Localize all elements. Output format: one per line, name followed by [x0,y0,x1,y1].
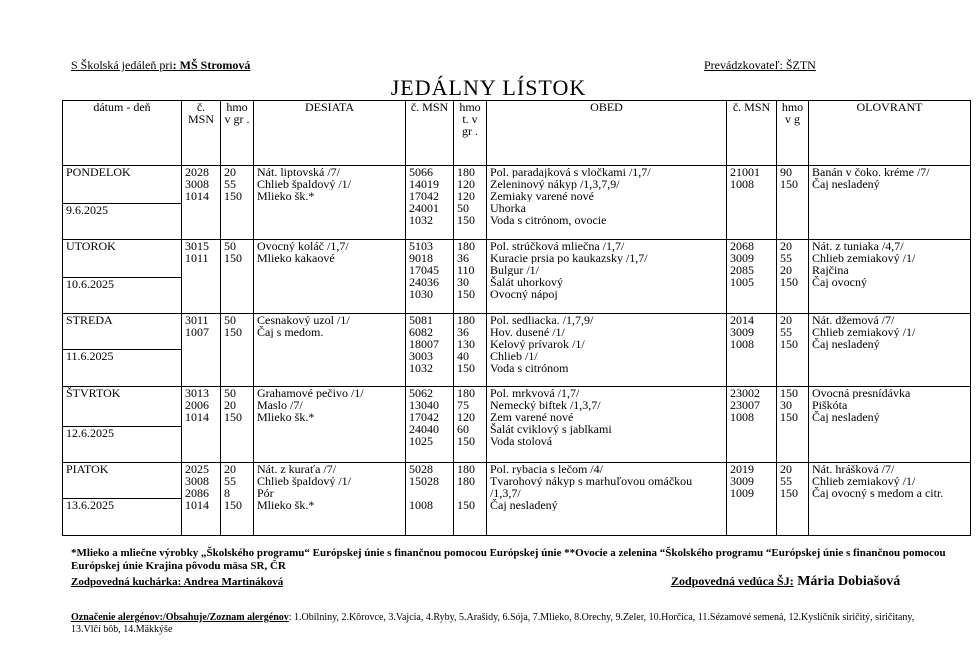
lunch-items [487,166,727,240]
afternoon-msn [727,463,777,536]
manager-name: Mária Dobiašová [793,574,901,589]
afternoon-msn-line: 1009 [730,487,754,499]
afternoon-weight [777,240,809,314]
lunch-msn-line: 6082 [409,326,433,338]
snack-items-line: Maslo /7/ [257,399,303,411]
snack-weight [221,240,254,314]
snack-weight-line: 20 [224,166,236,178]
col-date: dátum - deň [63,101,182,166]
afternoon-msn-line: 1008 [730,411,754,423]
afternoon-items-line: Rajčina [812,264,849,276]
allergen-text: : 1.Obilniny, 2.Kôrovce, 3.Vajcia, 4.Ryby, 5.Arašidy, 6.Sója, 7.Mlieko, 8.Orechy, 9.Zeler, 10.Horčica, 11.Sézamové semená, 12.Kysličník siričitý, siričitany, 13.Vlčí bôb, 14.Mäkkýše [71,612,915,635]
snack-weight-line: 150 [224,499,242,511]
lunch-items-line: Chlieb /1/ [490,350,538,362]
afternoon-items-line: Nát. z tuniaka /4,7/ [812,240,904,252]
snack-weight-line: 20 [224,463,236,475]
lunch-msn-line: 5081 [409,314,433,326]
lunch-weight-line: 150 [457,288,475,300]
afternoon-msn [727,387,777,463]
snack-msn-line: 3015 [185,240,209,252]
lunch-weight-line [457,487,483,499]
school-header [71,58,250,73]
snack-weight [221,314,254,387]
lunch-items-line: Ovocný nápoj [490,288,558,300]
afternoon-items [809,463,971,536]
lunch-msn-line: 1030 [409,288,433,300]
afternoon-weight-line: 90 [780,166,792,178]
lunch-items [487,387,727,463]
afternoon-weight-line: 150 [780,338,798,350]
lunch-weight-line: 180 [457,463,475,475]
snack-msn-line: 1011 [185,252,209,264]
program-note: *Mlieko a mliečne výrobky „Školského programu“ Európskej únie s finančnou pomocou Európskej únie **Ovocie a zelenina “Školského programu “Európskej únie s finančnou pomocou Európskej únie Krajina pôvodu mäsa SR, ČR [71,547,946,572]
snack-items-line: Nát. z kuraťa /7/ [257,463,337,475]
lunch-msn-line: 15028 [409,475,439,487]
snack-items-line: Čaj s medom. [257,326,324,338]
lunch-weight-line: 110 [457,264,475,276]
afternoon-items-line: Ovocná presnídávka [812,387,911,399]
afternoon-weight-line: 20 [780,240,792,252]
afternoon-weight [777,387,809,463]
lunch-msn [406,240,454,314]
afternoon-items-line: Chlieb zemiakový /1/ [812,252,916,264]
snack-items-line: Mlieko šk.* [257,499,315,511]
operator-label: Prevádzkovateľ: ŠZTN [704,58,816,72]
snack-msn-line: 1014 [185,190,209,202]
day-date: 13.6.2025 [63,499,182,536]
snack-weight-line: 8 [224,487,230,499]
lunch-items-line: Bulgur /1/ [490,264,540,276]
lunch-weight-line: 150 [457,435,475,447]
lunch-msn-line: 14019 [409,178,439,190]
snack-weight-line: 55 [224,475,236,487]
lunch-items-line: Zem varené nové [490,411,574,423]
afternoon-msn-line: 1008 [730,178,754,190]
snack-msn-line: 1007 [185,326,209,338]
lunch-items-line: Pol. mrkvová /1,7/ [490,387,580,399]
lunch-weight-line: 120 [457,190,475,202]
lunch-items-line: /1,3,7/ [490,487,521,499]
day-row [63,463,971,499]
afternoon-items-line: Čaj nesladený [812,411,880,423]
day-date: 12.6.2025 [63,427,182,463]
snack-items-line: Chlieb špaldový /1/ [257,475,351,487]
lunch-items-line: Voda s citrónom, ovocie [490,214,607,226]
lunch-msn-line: 17042 [409,190,439,202]
lunch-items-line: Kelový prívarok /1/ [490,338,585,350]
lunch-msn-line: 5066 [409,166,433,178]
snack-items-line: Nát. liptovská /7/ [257,166,340,178]
lunch-items-line: Uhorka [490,202,526,214]
afternoon-msn-line: 2068 [730,240,754,252]
snack-weight-line: 50 [224,240,236,252]
lunch-weight-line: 36 [457,326,469,338]
snack-items [254,387,406,463]
snack-weight-line: 50 [224,387,236,399]
afternoon-weight [777,314,809,387]
snack-msn [182,314,221,387]
lunch-msn-line: 1008 [409,499,433,511]
lunch-items-line: Zeleninový nákyp /1,3,7,9/ [490,178,620,190]
col-lunch: OBED [487,101,727,166]
snack-items-line: Grahamové pečivo /1/ [257,387,364,399]
afternoon-msn-line: 2085 [730,264,754,276]
afternoon-items-line: Chlieb zemiakový /1/ [812,475,916,487]
snack-msn-line: 3008 [185,475,209,487]
snack-weight [221,166,254,240]
lunch-msn-line: 13040 [409,399,439,411]
afternoon-items-line: Čaj ovocný [812,276,867,288]
lunch-weight-line: 120 [457,178,475,190]
afternoon-weight-line: 20 [780,314,792,326]
afternoon-weight-line: 150 [780,487,798,499]
lunch-msn-line: 24040 [409,423,439,435]
lunch-weight-line: 40 [457,350,469,362]
afternoon-items-line: Čaj nesladený [812,338,880,350]
afternoon-items [809,240,971,314]
lunch-weight [454,314,487,387]
afternoon-weight-line: 20 [780,463,792,475]
snack-weight-line: 150 [224,252,242,264]
afternoon-msn-line: 2014 [730,314,754,326]
lunch-msn-line: 1032 [409,362,433,374]
snack-msn-line: 3008 [185,178,209,190]
allergen-label: Označenie alergénov:/Obsahuje/Zoznam alergénov [71,612,289,623]
allergen-legend [71,612,931,636]
lunch-items-line: Pol. paradajková s vločkami /1,7/ [490,166,651,178]
lunch-items-line: Nemecký biftek /1,3,7/ [490,399,601,411]
afternoon-msn-line: 21001 [730,166,760,178]
lunch-msn-line: 5028 [409,463,433,475]
afternoon-items-line: Nát. džemová /7/ [812,314,895,326]
snack-items-line: Mlieko šk.* [257,190,315,202]
lunch-weight [454,166,487,240]
lunch-weight [454,387,487,463]
snack-items [254,240,406,314]
snack-weight [221,463,254,536]
day-name: UTOROK [63,240,182,278]
snack-weight-line: 55 [224,178,236,190]
lunch-items-line: Pol. rybacia s lečom /4/ [490,463,603,475]
snack-items-line: Cesnakový uzol /1/ [257,314,350,326]
page-title: JEDÁLNY LÍSTOK [390,75,587,100]
afternoon-items [809,387,971,463]
afternoon-items-line: Piškóta [812,399,848,411]
snack-weight-line: 150 [224,326,242,338]
lunch-msn [406,387,454,463]
afternoon-items-line: Banán v čoko. kréme /7/ [812,166,930,178]
snack-items-line: Chlieb špaldový /1/ [257,178,351,190]
afternoon-items-line: Chlieb zemiakový /1/ [812,326,916,338]
snack-items-line: Pór [257,487,274,499]
afternoon-msn-line: 3009 [730,475,754,487]
menu-table [62,100,971,536]
snack-msn [182,166,221,240]
lunch-msn-line: 3003 [409,350,433,362]
afternoon-items [809,166,971,240]
snack-items [254,166,406,240]
lunch-items-line: Kuracie prsia po kaukazsky /1,7/ [490,252,648,264]
manager-label: Zodpovedná vedúca ŠJ: [671,574,794,588]
afternoon-msn [727,166,777,240]
afternoon-weight [777,463,809,536]
afternoon-weight-line: 30 [780,399,792,411]
snack-msn [182,387,221,463]
snack-items-line: Mlieko kakaové [257,252,335,264]
snack-msn-line: 2086 [185,487,209,499]
lunch-msn-line: 1025 [409,435,433,447]
lunch-msn-line: 17045 [409,264,439,276]
day-date: 9.6.2025 [63,204,182,240]
afternoon-items-line: Čaj nesladený [812,178,880,190]
lunch-weight [454,463,487,536]
lunch-msn [406,463,454,536]
col-msn-afternoon: č. MSN [727,101,777,166]
afternoon-weight-line: 55 [780,252,792,264]
col-weight-snack: hmo v gr . [221,101,254,166]
lunch-items-line: Pol. sedliacka. /1,7,9/ [490,314,594,326]
lunch-weight-line: 130 [457,338,475,350]
lunch-msn [406,166,454,240]
lunch-weight-line: 75 [457,399,469,411]
afternoon-weight-line: 55 [780,475,792,487]
day-date: 10.6.2025 [63,278,182,314]
snack-items-line: Mlieko šk.* [257,411,315,423]
lunch-items-line: Šalát uhorkový [490,276,563,288]
snack-items-line: Ovocný koláč /1,7/ [257,240,349,252]
afternoon-msn [727,314,777,387]
afternoon-msn-line: 1005 [730,276,754,288]
lunch-weight-line: 150 [457,362,475,374]
afternoon-items-line: Nát. hrášková /7/ [812,463,895,475]
school-prefix: S Školská jedáleň pri [71,58,173,72]
col-weight-lunch: hmo t. v gr . [454,101,487,166]
snack-weight [221,387,254,463]
snack-items [254,314,406,387]
day-row [63,387,971,427]
lunch-items [487,463,727,536]
snack-msn-line: 3013 [185,387,209,399]
lunch-msn-line: 17042 [409,411,439,423]
cook-name: Zodpovedná kuchárka: Andrea Martináková [71,576,284,588]
lunch-weight-line: 180 [457,240,475,252]
school-name: : MŠ Stromová [172,58,251,72]
day-name: STREDA [63,314,182,350]
lunch-msn-line: 5062 [409,387,433,399]
lunch-msn-line: 24001 [409,202,439,214]
snack-items [254,463,406,536]
afternoon-msn-line: 3009 [730,326,754,338]
lunch-items-line: Tvarohový nákyp s marhuľovou omáčkou [490,475,693,487]
lunch-weight-line: 36 [457,252,469,264]
col-afternoon: OLOVRANT [809,101,971,166]
afternoon-msn-line: 23002 [730,387,760,399]
col-snack: DESIATA [254,101,406,166]
lunch-items-line: Šalát cviklový s jablkami [490,423,612,435]
day-row [63,166,971,204]
snack-msn-line: 2025 [185,463,209,475]
lunch-msn-line [409,487,450,499]
manager [671,574,900,590]
lunch-msn-line: 9018 [409,252,433,264]
lunch-msn-line: 24036 [409,276,439,288]
snack-msn-line: 2006 [185,399,209,411]
afternoon-msn-line: 2019 [730,463,754,475]
afternoon-weight-line: 150 [780,178,798,190]
lunch-weight [454,240,487,314]
afternoon-items [809,314,971,387]
day-row [63,314,971,350]
afternoon-weight-line: 55 [780,326,792,338]
lunch-msn [406,314,454,387]
snack-weight-line: 20 [224,399,236,411]
afternoon-weight [777,166,809,240]
lunch-weight-line: 180 [457,475,475,487]
col-weight-afternoon: hmo v g [777,101,809,166]
lunch-items [487,314,727,387]
lunch-weight-line: 60 [457,423,469,435]
snack-msn [182,240,221,314]
afternoon-msn-line: 3009 [730,252,754,264]
afternoon-items-line: Čaj ovocný s medom a citr. [812,487,944,499]
day-date: 11.6.2025 [63,350,182,387]
lunch-weight-line: 30 [457,276,469,288]
lunch-msn-line: 5103 [409,240,433,252]
snack-msn-line: 1014 [185,499,209,511]
snack-msn [182,463,221,536]
snack-msn-line: 3011 [185,314,209,326]
snack-weight-line: 150 [224,190,242,202]
lunch-weight-line: 180 [457,314,475,326]
afternoon-weight-line: 150 [780,387,798,399]
day-row [63,240,971,278]
lunch-items-line: Voda stolová [490,435,553,447]
afternoon-msn-line: 1008 [730,338,754,350]
menu-body [63,166,971,536]
afternoon-weight-line: 150 [780,276,798,288]
snack-weight-line: 50 [224,314,236,326]
lunch-weight-line: 180 [457,387,475,399]
lunch-weight-line: 120 [457,411,475,423]
lunch-weight-line: 180 [457,166,475,178]
day-name: ŠTVRTOK [63,387,182,427]
afternoon-msn [727,240,777,314]
snack-msn-line: 2028 [185,166,209,178]
afternoon-weight-line: 20 [780,264,792,276]
lunch-items [487,240,727,314]
lunch-msn-line: 1032 [409,214,433,226]
afternoon-weight-line: 150 [780,411,798,423]
lunch-items-line: Hov. dusené /1/ [490,326,565,338]
lunch-items-line: Čaj nesladený [490,499,558,511]
lunch-weight-line: 50 [457,202,469,214]
lunch-items-line: Pol. strúčková mliečna /1,7/ [490,240,625,252]
day-name: PONDELOK [63,166,182,204]
col-msn-lunch: č. MSN [406,101,454,166]
afternoon-msn-line: 23007 [730,399,760,411]
snack-weight-line: 150 [224,411,242,423]
snack-msn-line: 1014 [185,411,209,423]
col-msn-snack: č. MSN [182,101,221,166]
day-name: PIATOK [63,463,182,499]
lunch-msn-line: 18007 [409,338,439,350]
lunch-weight-line: 150 [457,214,475,226]
lunch-weight-line: 150 [457,499,475,511]
lunch-items-line: Voda s citrónom [490,362,569,374]
lunch-items-line: Zemiaky varené nové [490,190,594,202]
